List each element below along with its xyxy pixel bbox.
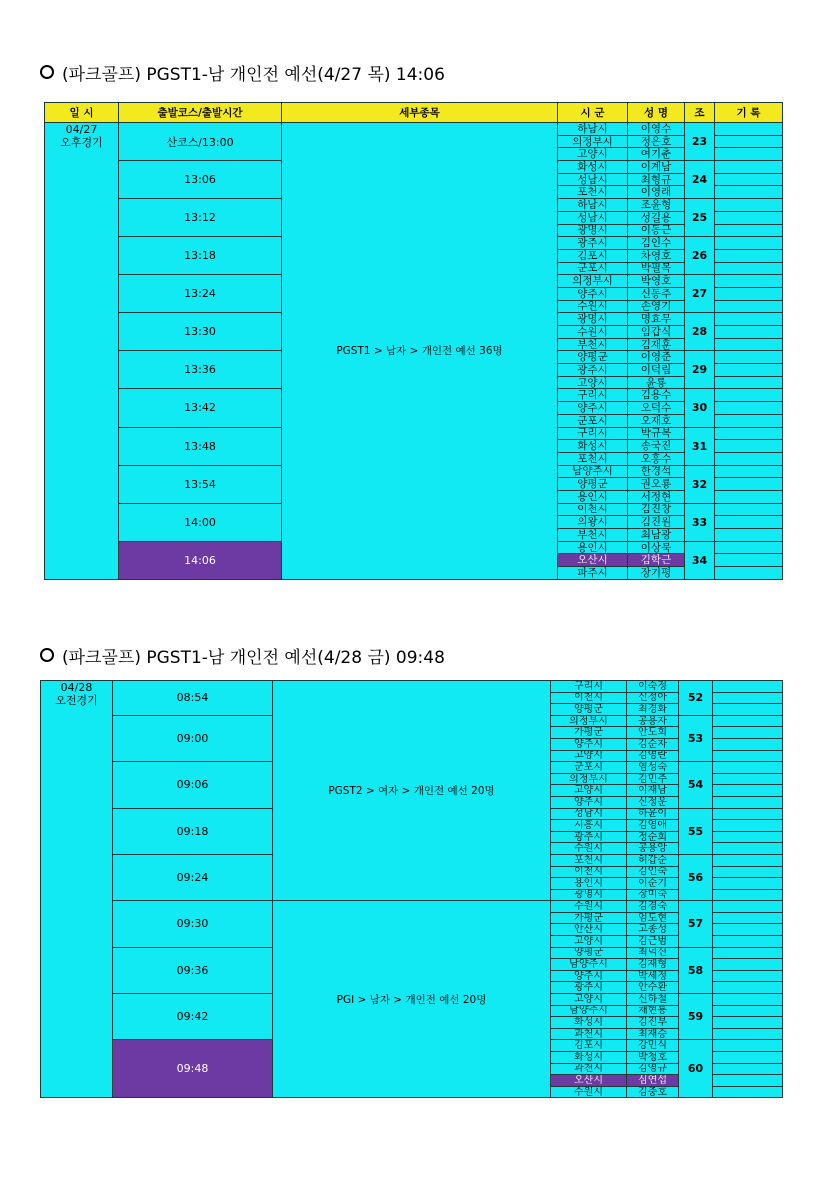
header-row: [45, 103, 783, 123]
city-cell: 파주시: [558, 567, 628, 580]
schedule-body-1: [45, 123, 783, 580]
player-name-cell: 박세정: [627, 970, 679, 982]
city-cell: 양평군: [558, 351, 628, 364]
city-cell: 수원시: [558, 300, 628, 313]
start-time-cell: 09:06: [113, 762, 273, 808]
city-cell: 용인시: [558, 541, 628, 554]
record-cell: [713, 681, 783, 693]
record-cell: [715, 554, 783, 567]
city-cell: 고양시: [558, 148, 628, 161]
city-cell: 가평군: [551, 912, 627, 924]
record-cell: [715, 186, 783, 199]
city-cell: 남양주시: [551, 1005, 627, 1017]
player-name-cell: 성길용: [628, 211, 685, 224]
record-cell: [715, 135, 783, 148]
record-cell: [713, 820, 783, 832]
date-text: 04/27: [65, 123, 98, 136]
record-cell: [715, 364, 783, 377]
player-name-cell: 최형규: [628, 173, 685, 186]
group-number-cell: 26: [685, 237, 715, 275]
record-cell: [713, 1017, 783, 1029]
city-cell: 광명시: [558, 224, 628, 237]
city-cell: 가평군: [551, 727, 627, 739]
record-cell: [713, 947, 783, 959]
record-cell: [715, 275, 783, 288]
city-cell: 광주시: [558, 237, 628, 250]
record-cell: [713, 901, 783, 913]
record-cell: [713, 773, 783, 785]
city-cell: 양주시: [551, 738, 627, 750]
group-number-cell: 53: [679, 715, 713, 761]
city-cell: 용인시: [551, 878, 627, 890]
player-name-cell: 손영기: [628, 300, 685, 313]
record-cell: [713, 982, 783, 994]
player-name-cell: 이숙정: [627, 681, 679, 693]
player-name-cell: 오재호: [628, 414, 685, 427]
player-name-cell: 이재남: [627, 785, 679, 797]
record-cell: [715, 440, 783, 453]
city-cell: 구리시: [558, 427, 628, 440]
record-cell: [715, 249, 783, 262]
schedule-table-1: [44, 102, 783, 580]
record-cell: [713, 924, 783, 936]
record-cell: [715, 351, 783, 364]
player-name-cell: 오홍수: [628, 452, 685, 465]
city-cell: 화성시: [558, 161, 628, 174]
record-cell: [715, 478, 783, 491]
city-cell: 군포시: [558, 414, 628, 427]
player-name-cell: 박필목: [628, 262, 685, 275]
circle-bullet-icon: [40, 648, 54, 662]
record-cell: [713, 704, 783, 716]
record-cell: [715, 161, 783, 174]
city-cell: 광주시: [558, 364, 628, 377]
city-cell: 의정부시: [551, 715, 627, 727]
city-cell: 과천시: [551, 1028, 627, 1040]
city-cell: 의왕시: [558, 516, 628, 529]
city-cell: 군포시: [551, 762, 627, 774]
player-name-cell: 정은호: [628, 135, 685, 148]
record-cell: [715, 224, 783, 237]
player-name-cell: 김순자: [627, 738, 679, 750]
city-cell: 이천시: [558, 503, 628, 516]
record-cell: [713, 843, 783, 855]
header-city: 시 군: [558, 103, 628, 123]
date-cell: [41, 681, 113, 1098]
city-cell: 광주시: [551, 982, 627, 994]
player-name-cell: 신하철: [627, 994, 679, 1006]
start-time-cell: 13:36: [119, 351, 282, 389]
player-name-cell: 김학근: [628, 554, 685, 567]
record-cell: [713, 866, 783, 878]
city-cell: 안산시: [551, 924, 627, 936]
player-name-cell: 장미숙: [627, 889, 679, 901]
start-time-cell: 14:00: [119, 503, 282, 541]
table-row: [41, 901, 783, 913]
player-name-cell: 김영규: [627, 1063, 679, 1075]
player-name-cell: 안수환: [627, 982, 679, 994]
start-time-cell: 13:18: [119, 237, 282, 275]
city-cell: 고양시: [551, 750, 627, 762]
player-name-cell: 김진부: [627, 1017, 679, 1029]
city-cell: 양평군: [551, 947, 627, 959]
player-name-cell: 송국진: [628, 440, 685, 453]
section1-title-text: (파크골프) PGST1-남 개인전 예선(4/27 목) 14:06: [62, 65, 445, 85]
record-cell: [715, 123, 783, 136]
player-name-cell: 신정운: [627, 796, 679, 808]
city-cell: 양주시: [558, 287, 628, 300]
player-name-cell: 차영호: [628, 249, 685, 262]
header-date: 일 시: [45, 103, 119, 123]
player-name-cell: 김근범: [627, 936, 679, 948]
player-name-cell: 정순희: [627, 831, 679, 843]
city-cell: 광명시: [551, 889, 627, 901]
city-cell: 부천시: [558, 529, 628, 542]
circle-bullet-icon: [40, 65, 54, 79]
group-number-cell: 52: [679, 681, 713, 716]
player-name-cell: 이영준: [628, 351, 685, 364]
header-time: 출발코스/출발시간: [119, 103, 282, 123]
player-name-cell: 이동근: [628, 224, 685, 237]
city-cell: 양주시: [558, 402, 628, 415]
city-cell: 군포시: [558, 262, 628, 275]
start-time-cell: 13:54: [119, 465, 282, 503]
section2-title: [40, 643, 445, 668]
city-cell: 양주시: [551, 970, 627, 982]
city-cell: 오산시: [558, 554, 628, 567]
player-name-cell: 하윤이: [627, 808, 679, 820]
record-cell: [715, 414, 783, 427]
city-cell: 성남시: [558, 211, 628, 224]
record-cell: [715, 452, 783, 465]
record-cell: [713, 854, 783, 866]
event-cell: PGST1 > 남자 > 개인전 예선 36명: [282, 123, 558, 580]
group-number-cell: 28: [685, 313, 715, 351]
player-name-cell: 김용수: [628, 389, 685, 402]
city-cell: 양평군: [551, 704, 627, 716]
city-cell: 김포시: [551, 1040, 627, 1052]
start-time-cell: 09:36: [113, 947, 273, 993]
record-cell: [715, 402, 783, 415]
start-time-cell: 09:30: [113, 901, 273, 947]
player-name-cell: 여기춘: [628, 148, 685, 161]
player-name-cell: 최남광: [628, 529, 685, 542]
record-cell: [715, 465, 783, 478]
city-cell: 고양시: [551, 936, 627, 948]
record-cell: [715, 199, 783, 212]
city-cell: 양평군: [558, 478, 628, 491]
city-cell: 의정부시: [558, 275, 628, 288]
group-number-cell: 58: [679, 947, 713, 993]
group-number-cell: 60: [679, 1040, 713, 1098]
city-cell: 수원시: [551, 843, 627, 855]
date-cell: [45, 123, 119, 580]
record-cell: [713, 994, 783, 1006]
event-cell: PGST2 > 여자 > 개인전 예선 20명: [273, 681, 551, 901]
record-cell: [713, 1005, 783, 1017]
record-cell: [713, 1052, 783, 1064]
group-number-cell: 27: [685, 275, 715, 313]
city-cell: 용인시: [558, 490, 628, 503]
start-time-cell: 13:06: [119, 161, 282, 199]
city-cell: 포천시: [558, 452, 628, 465]
record-cell: [715, 287, 783, 300]
player-name-cell: 서정현: [628, 490, 685, 503]
city-cell: 성남시: [551, 808, 627, 820]
start-time-cell: 13:42: [119, 389, 282, 427]
start-time-cell: 13:12: [119, 199, 282, 237]
player-name-cell: 허갑순: [627, 854, 679, 866]
player-name-cell: 오덕수: [628, 402, 685, 415]
city-cell: 김포시: [558, 249, 628, 262]
city-cell: 광명시: [558, 313, 628, 326]
group-number-cell: 57: [679, 901, 713, 947]
player-name-cell: 윤룡: [628, 376, 685, 389]
record-cell: [713, 692, 783, 704]
start-time-cell: 09:18: [113, 808, 273, 854]
city-cell: 수원시: [558, 326, 628, 339]
player-name-cell: 권오룡: [628, 478, 685, 491]
player-name-cell: 김진원: [628, 516, 685, 529]
record-cell: [715, 300, 783, 313]
start-time-cell: 14:06: [119, 541, 282, 579]
player-name-cell: 신동주: [628, 287, 685, 300]
player-name-cell: 염성숙: [627, 762, 679, 774]
player-name-cell: 김재형: [627, 959, 679, 971]
group-number-cell: 25: [685, 199, 715, 237]
start-time-cell: 13:48: [119, 427, 282, 465]
schedule-body-2: [41, 681, 783, 1098]
player-name-cell: 김영애: [627, 820, 679, 832]
player-name-cell: 이상묵: [628, 541, 685, 554]
city-cell: 광주시: [551, 831, 627, 843]
event-cell: PGI > 남자 > 개인전 예선 20명: [273, 901, 551, 1098]
schedule-table-2: [40, 680, 783, 1098]
record-cell: [713, 1028, 783, 1040]
record-cell: [715, 490, 783, 503]
player-name-cell: 채현룡: [627, 1005, 679, 1017]
player-name-cell: 장기평: [628, 567, 685, 580]
player-name-cell: 명효무: [628, 313, 685, 326]
city-cell: 포천시: [558, 186, 628, 199]
city-cell: 남양주시: [551, 959, 627, 971]
player-name-cell: 심연섭: [627, 1075, 679, 1087]
player-name-cell: 한경석: [628, 465, 685, 478]
player-name-cell: 이덕림: [628, 364, 685, 377]
record-cell: [713, 970, 783, 982]
player-name-cell: 박영호: [628, 275, 685, 288]
record-cell: [713, 727, 783, 739]
record-cell: [713, 1040, 783, 1052]
city-cell: 의정부시: [558, 135, 628, 148]
city-cell: 포천시: [551, 854, 627, 866]
city-cell: 하남시: [558, 199, 628, 212]
start-time-cell: 13:30: [119, 313, 282, 351]
record-cell: [713, 831, 783, 843]
record-cell: [713, 912, 783, 924]
player-name-cell: 최경화: [627, 704, 679, 716]
city-cell: 구리시: [551, 681, 627, 693]
city-cell: 이천시: [551, 866, 627, 878]
section2-title-text: (파크골프) PGST1-남 개인전 예선(4/28 금) 09:48: [62, 648, 445, 668]
header-name: 성 명: [628, 103, 685, 123]
player-name-cell: 공용자: [627, 715, 679, 727]
city-cell: 화성시: [551, 1052, 627, 1064]
player-name-cell: 엄도현: [627, 912, 679, 924]
record-cell: [713, 1086, 783, 1098]
record-cell: [715, 427, 783, 440]
player-name-cell: 최재승: [627, 1028, 679, 1040]
group-number-cell: 34: [685, 541, 715, 579]
player-name-cell: 고종성: [627, 924, 679, 936]
record-cell: [713, 936, 783, 948]
player-name-cell: 이순기: [627, 878, 679, 890]
start-time-cell: 산코스/13:00: [119, 123, 282, 161]
city-cell: 고양시: [558, 376, 628, 389]
player-name-cell: 공용앙: [627, 843, 679, 855]
record-cell: [715, 173, 783, 186]
header-record: 기 록: [715, 103, 783, 123]
record-cell: [715, 338, 783, 351]
player-name-cell: 이계남: [628, 161, 685, 174]
record-cell: [713, 785, 783, 797]
player-name-cell: 이영래: [628, 186, 685, 199]
city-cell: 부천시: [558, 338, 628, 351]
record-cell: [713, 1075, 783, 1087]
city-cell: 고양시: [551, 994, 627, 1006]
city-cell: 화성시: [551, 1017, 627, 1029]
record-cell: [715, 326, 783, 339]
date-text: 04/28: [60, 681, 93, 694]
player-name-cell: 이영수: [628, 123, 685, 136]
table-row: [45, 123, 783, 136]
player-name-cell: 김인숙: [627, 866, 679, 878]
city-cell: 시흥시: [551, 820, 627, 832]
record-cell: [713, 878, 783, 890]
group-number-cell: 32: [685, 465, 715, 503]
player-name-cell: 강민식: [627, 1040, 679, 1052]
city-cell: 이천시: [551, 692, 627, 704]
city-cell: 수원시: [551, 901, 627, 913]
group-number-cell: 59: [679, 994, 713, 1040]
player-name-cell: 김중호: [627, 1086, 679, 1098]
group-number-cell: 31: [685, 427, 715, 465]
record-cell: [713, 796, 783, 808]
group-number-cell: 55: [679, 808, 713, 854]
record-cell: [715, 567, 783, 580]
record-cell: [715, 389, 783, 402]
record-cell: [715, 148, 783, 161]
record-cell: [715, 516, 783, 529]
record-cell: [715, 376, 783, 389]
player-name-cell: 임갑식: [628, 326, 685, 339]
record-cell: [713, 1063, 783, 1075]
city-cell: 성남시: [558, 173, 628, 186]
record-cell: [715, 237, 783, 250]
header-event: 세부종목: [282, 103, 558, 123]
city-cell: 양주시: [551, 796, 627, 808]
record-cell: [715, 503, 783, 516]
group-number-cell: 33: [685, 503, 715, 541]
record-cell: [715, 211, 783, 224]
record-cell: [715, 313, 783, 326]
record-cell: [713, 715, 783, 727]
table-row: [41, 681, 783, 693]
player-name-cell: 김민주: [627, 773, 679, 785]
record-cell: [715, 541, 783, 554]
record-cell: [713, 738, 783, 750]
group-number-cell: 24: [685, 161, 715, 199]
player-name-cell: 신정아: [627, 692, 679, 704]
player-name-cell: 김인수: [628, 237, 685, 250]
city-cell: 하남시: [558, 123, 628, 136]
player-name-cell: 김영란: [627, 750, 679, 762]
session-text: 오후경기: [60, 136, 103, 149]
group-number-cell: 54: [679, 762, 713, 808]
player-name-cell: 박규복: [628, 427, 685, 440]
player-name-cell: 김진창: [628, 503, 685, 516]
player-name-cell: 조윤형: [628, 199, 685, 212]
record-cell: [713, 959, 783, 971]
start-time-cell: 09:42: [113, 994, 273, 1040]
player-name-cell: 박청호: [627, 1052, 679, 1064]
start-time-cell: 09:48: [113, 1040, 273, 1098]
start-time-cell: 13:24: [119, 275, 282, 313]
city-cell: 과천시: [551, 1063, 627, 1075]
group-number-cell: 29: [685, 351, 715, 389]
player-name-cell: 김경숙: [627, 901, 679, 913]
city-cell: 남양주시: [558, 465, 628, 478]
record-cell: [713, 750, 783, 762]
header-group: 조: [685, 103, 715, 123]
player-name-cell: 안도희: [627, 727, 679, 739]
group-number-cell: 30: [685, 389, 715, 427]
section1-title: [40, 60, 445, 85]
player-name-cell: 최덕신: [627, 947, 679, 959]
start-time-cell: 09:24: [113, 854, 273, 900]
record-cell: [713, 762, 783, 774]
city-cell: 오산시: [551, 1075, 627, 1087]
record-cell: [713, 808, 783, 820]
record-cell: [715, 262, 783, 275]
record-cell: [715, 529, 783, 542]
group-number-cell: 56: [679, 854, 713, 900]
city-cell: 고양시: [551, 785, 627, 797]
session-text: 오전경기: [55, 694, 98, 707]
start-time-cell: 08:54: [113, 681, 273, 716]
start-time-cell: 09:00: [113, 715, 273, 761]
record-cell: [713, 889, 783, 901]
city-cell: 의정부시: [551, 773, 627, 785]
city-cell: 수원시: [551, 1086, 627, 1098]
city-cell: 화성시: [558, 440, 628, 453]
city-cell: 구리시: [558, 389, 628, 402]
group-number-cell: 23: [685, 123, 715, 161]
player-name-cell: 김재훈: [628, 338, 685, 351]
